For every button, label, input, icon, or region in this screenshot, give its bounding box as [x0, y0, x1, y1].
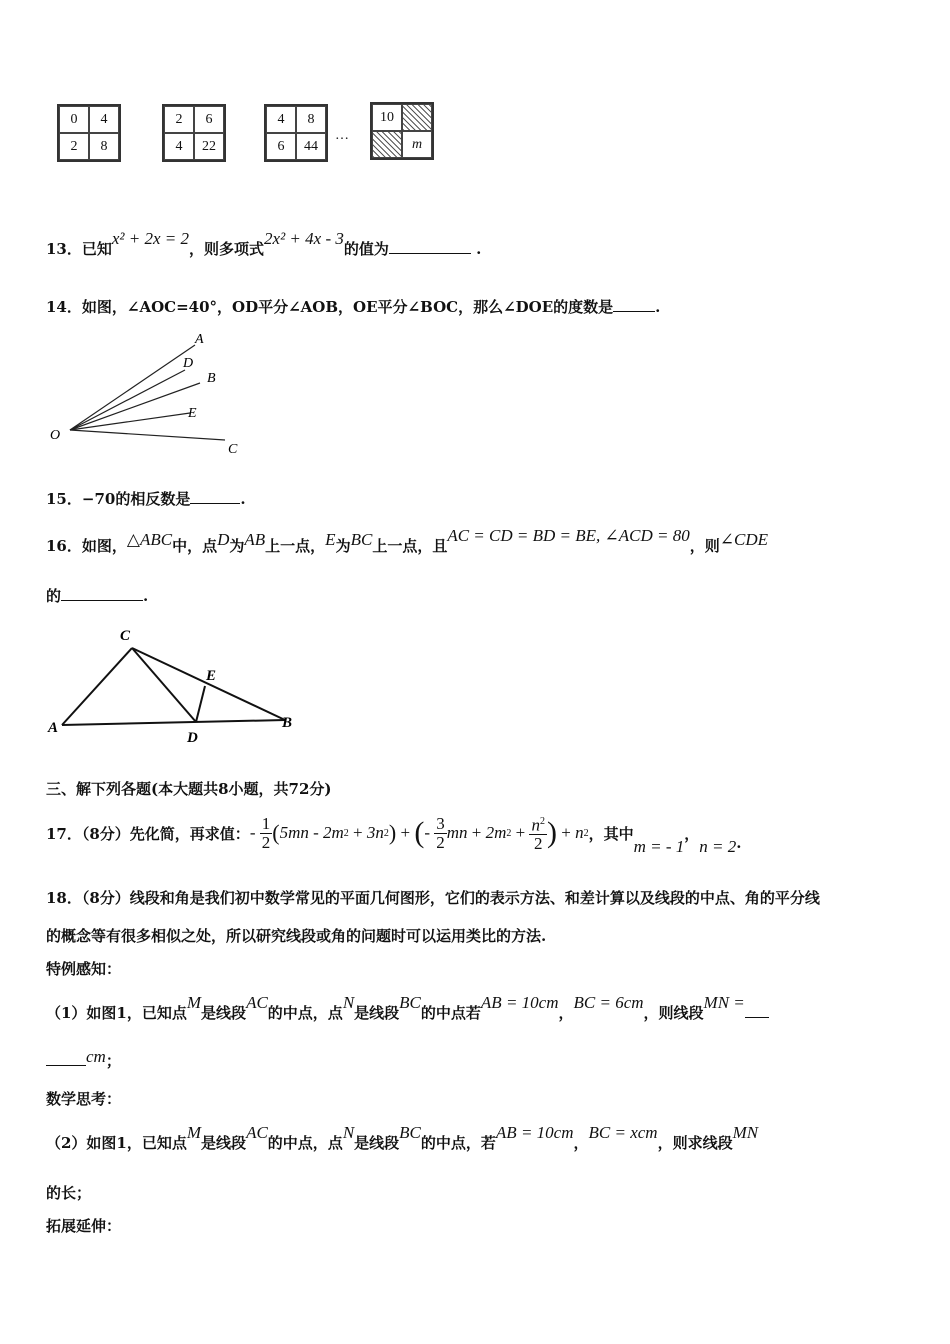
grid-cell-hatched: [372, 131, 402, 158]
grid-cell: 4: [266, 106, 296, 133]
angle-figure: [40, 325, 260, 465]
answer-blank[interactable]: [389, 239, 471, 254]
p1-N: N: [342, 993, 355, 1012]
grid-cell: 6: [266, 133, 296, 160]
side-CB: [132, 648, 285, 720]
q17-m-value: m = - 1: [633, 837, 685, 856]
label-D: D: [183, 356, 194, 371]
label-B: B: [207, 371, 216, 386]
q16-d: 上一点，: [265, 537, 326, 555]
p1-b: 是线段: [201, 1004, 247, 1022]
grid-cell: 22: [194, 133, 224, 160]
p1-d: 是线段: [354, 1004, 400, 1022]
grid-cell: 0: [59, 106, 89, 133]
p1-a: （1）如图1，已知点: [46, 1004, 187, 1022]
q16-g: ，则: [689, 537, 720, 555]
triangle-figure: [40, 620, 310, 750]
p2-MN: MN: [732, 1123, 759, 1142]
answer-blank[interactable]: [46, 1051, 86, 1066]
q15-text: 15．−70的相反数是: [46, 490, 191, 508]
q16-line2: 的: [46, 587, 62, 605]
ray-OC: [70, 430, 225, 440]
p1-semi: ；: [105, 1052, 121, 1070]
q13-polynomial: 2x² + 4x - 3: [264, 229, 344, 248]
q17-where: ，其中: [588, 824, 634, 843]
q18-part-1: [46, 993, 769, 1023]
q17-expression: - $\frac{1}{2}$ ( 5mn - 2m 2 + 3n 2 ) + ( - $\frac{3}{2}$ mn + 2m 2 + $\frac{n^2}{2}$ ) + n 2: [249, 813, 589, 854]
q18-part-2: [46, 1123, 759, 1153]
q16-condition: AC = CD = BD = BE, ∠ACD = 80: [447, 526, 690, 545]
label-C: C: [228, 442, 238, 457]
p2-M: M: [186, 1123, 202, 1142]
label-E: E: [206, 668, 217, 684]
q18-subheading-3: 拓展延伸：: [46, 1217, 122, 1235]
q17-head: 17．（8分）先化简，再求值：: [46, 824, 250, 843]
ray-OA: [70, 345, 195, 430]
p1-BC: BC: [399, 993, 421, 1012]
p2-BC: BC: [399, 1123, 421, 1142]
q17-comma: ，: [684, 824, 700, 843]
grid-cell: 2: [164, 106, 194, 133]
answer-blank[interactable]: [190, 489, 240, 504]
label-C: C: [120, 628, 131, 644]
q15-end: .: [240, 490, 246, 508]
answer-blank[interactable]: [61, 586, 143, 601]
grid-cell: 8: [296, 106, 326, 133]
p2-AC: AC: [246, 1123, 268, 1142]
q16-c: 为: [229, 537, 245, 555]
number-grid-3: [264, 104, 328, 162]
p1-AC: AC: [246, 993, 268, 1012]
q16-e: 为: [335, 537, 351, 555]
ray-OE: [70, 413, 190, 430]
q17-end: .: [736, 834, 742, 852]
q16-end: .: [143, 587, 149, 605]
p1-comma: ，: [558, 1004, 574, 1022]
label-B: B: [282, 715, 293, 731]
p2-a: （2）如图1，已知点: [46, 1134, 187, 1152]
grid-ellipsis: …: [335, 128, 349, 143]
label-A: A: [48, 720, 59, 736]
side-AB: [62, 720, 285, 725]
grid-cell: m: [402, 131, 432, 158]
question-16: [46, 526, 768, 556]
section-heading: 三、解下列各题(本大题共8小题，共72分): [46, 780, 332, 798]
q13-equation: x² + 2x = 2: [111, 229, 190, 248]
grid-cell: 4: [89, 106, 119, 133]
ray-OB: [70, 383, 200, 430]
q16-triangle: △ABC: [126, 530, 173, 549]
grid-cell-hatched: [402, 104, 432, 131]
q14-text: 14．如图，∠AOC=40°，OD平分∠AOB，OE平分∠BOC，那么∠DOE的度数是: [46, 298, 614, 316]
q16-b: 中，点: [172, 537, 218, 555]
p2-d: 是线段: [354, 1134, 400, 1152]
question-17: [46, 808, 742, 858]
segment-DE: [196, 686, 205, 722]
grid-cell: 2: [59, 133, 89, 160]
q18-part-2-line2: 的长；: [46, 1184, 92, 1202]
q13-mid: ，则多项式: [189, 240, 265, 258]
side-AC: [62, 648, 132, 725]
q14-end: .: [655, 298, 661, 316]
q16-f: 上一点，且: [372, 537, 448, 555]
q13-end: .: [476, 240, 482, 258]
p1-MN: MN =: [703, 993, 745, 1012]
question-14: [46, 296, 660, 317]
q13-number: 13．已知: [46, 240, 112, 258]
p2-AB-value: AB = 10cm: [495, 1123, 574, 1142]
question-13: [46, 229, 482, 259]
q17-n-value: n = 2: [699, 837, 737, 856]
question-16-line2: [46, 585, 148, 606]
q16-BC: BC: [350, 530, 373, 549]
p1-cm: cm: [86, 1047, 106, 1066]
label-D: D: [187, 730, 198, 746]
p1-BC-value: BC = 6cm: [573, 993, 644, 1012]
p1-e: 的中点若: [420, 1004, 481, 1022]
label-E: E: [188, 406, 197, 421]
label-O: O: [50, 428, 61, 443]
grid-cell: 44: [296, 133, 326, 160]
grid-cell: 4: [164, 133, 194, 160]
ray-OD: [70, 370, 185, 430]
p1-AB-value: AB = 10cm: [480, 993, 559, 1012]
q13-tail: 的值为: [343, 240, 389, 258]
q18-subheading-1: 特例感知：: [46, 960, 122, 978]
answer-blank[interactable]: [613, 297, 655, 312]
q18-part-1-line2: [46, 1047, 121, 1071]
q16-AB: AB: [244, 530, 266, 549]
number-grid-4: [370, 102, 434, 160]
q16-angle: ∠CDE: [719, 530, 768, 549]
p2-comma: ，: [573, 1134, 589, 1152]
p2-e: 的中点，若: [420, 1134, 496, 1152]
grid-cell: 8: [89, 133, 119, 160]
p2-c: 的中点，点: [267, 1134, 343, 1152]
p2-b: 是线段: [201, 1134, 247, 1152]
number-grid-2: [162, 104, 226, 162]
p1-M: M: [186, 993, 202, 1012]
grid-cell: 6: [194, 106, 224, 133]
q16-a: 16．如图，: [46, 537, 127, 555]
p2-BC-value: BC = xcm: [588, 1123, 658, 1142]
question-15: [46, 488, 246, 509]
label-A: A: [195, 332, 204, 347]
grid-cell: 10: [372, 104, 402, 131]
p1-f: ，则线段: [643, 1004, 704, 1022]
q18-subheading-2: 数学思考：: [46, 1090, 122, 1108]
answer-blank[interactable]: [745, 1003, 769, 1018]
p2-N: N: [342, 1123, 355, 1142]
p2-f: ，则求线段: [657, 1134, 733, 1152]
q16-point-E: E: [325, 530, 336, 549]
p1-c: 的中点，点: [267, 1004, 343, 1022]
segment-CD: [132, 648, 196, 722]
q18-line1: 18．（8分）线段和角是我们初中数学常见的平面几何图形，它们的表示方法、和差计算以及线段的中点、角的平分线: [46, 889, 820, 907]
number-grid-1: [57, 104, 121, 162]
q16-point-D: D: [217, 530, 230, 549]
q18-line2: 的概念等有很多相似之处，所以研究线段或角的问题时可以运用类比的方法.: [46, 927, 547, 945]
